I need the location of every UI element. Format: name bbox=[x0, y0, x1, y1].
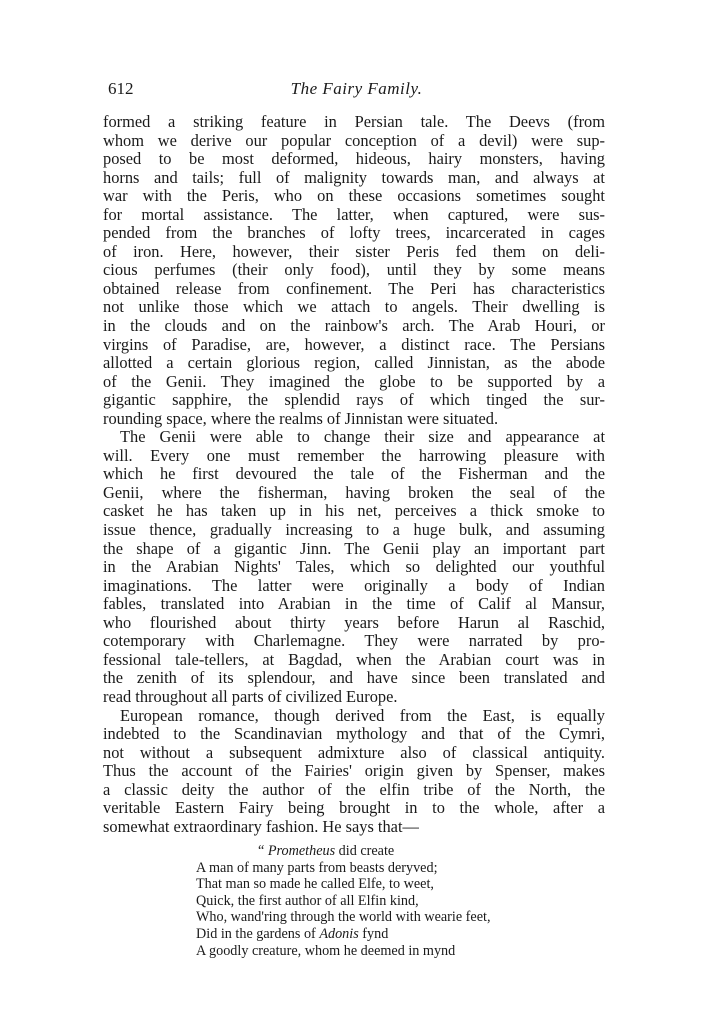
text-line: posed to be most deformed, hideous, hairy monsters, having bbox=[103, 149, 605, 169]
text-line: war with the Peris, who on these occasions sometimes sought bbox=[103, 186, 605, 206]
text-line: formed a striking feature in Persian tale. The Deevs (from bbox=[103, 112, 605, 131]
verse-quotation bbox=[196, 843, 556, 959]
body-text bbox=[103, 113, 605, 836]
text-line: cious perfumes (their only food), until they by some means bbox=[103, 260, 605, 280]
text-line: in the Arabian Nights' Tales, which so delighted our youthful bbox=[103, 557, 605, 577]
verse-text: fynd bbox=[358, 925, 389, 942]
verse-name-adonis: Adonis bbox=[319, 925, 359, 942]
paragraph-deevs-peris bbox=[103, 113, 605, 428]
text-line: which he first devoured the tale of the Fisherman and the bbox=[103, 464, 605, 484]
page-header bbox=[108, 79, 605, 101]
text-line: casket he has taken up in his net, perceives a thick smoke to bbox=[103, 501, 605, 521]
text-line: Genii, where the fisherman, having broken the seal of the bbox=[103, 482, 605, 502]
text-line: cotemporary with Charlemagne. They were narrated by pro- bbox=[103, 631, 605, 651]
text-line: of iron. Here, however, their sister Peris fed them on deli- bbox=[103, 241, 605, 261]
text-line: virgins of Paradise, are, however, a distinct race. The Persians bbox=[103, 334, 605, 354]
text-line: obtained release from confinement. The Peri has characteristics bbox=[103, 278, 605, 298]
text-line: European romance, though derived from the East, is equally bbox=[120, 705, 605, 725]
page-number: 612 bbox=[108, 79, 134, 98]
text-line: issue thence, gradually increasing to a huge bulk, and assuming bbox=[103, 520, 605, 540]
verse-text: did create bbox=[335, 843, 395, 859]
text-line: not unlike those which we attach to angels. Their dwelling is bbox=[103, 297, 605, 317]
text-line: Thus the account of the Fairies' origin given by Spenser, makes bbox=[103, 761, 605, 781]
open-quote: “ bbox=[258, 843, 268, 859]
text-line: whom we derive our popular conception of a devil) were sup- bbox=[103, 130, 605, 150]
text-line: fables, translated into Arabian in the time of Calif al Mansur, bbox=[103, 594, 605, 614]
text-line: a classic deity the author of the elfin tribe of the North, the bbox=[103, 779, 605, 799]
text-line: horns and tails; full of malignity towards man, and always at bbox=[103, 167, 605, 187]
text-line: will. Every one must remember the harrowing pleasure with bbox=[103, 445, 605, 465]
text-line: not without a subsequent admixture also of classical antiquity. bbox=[103, 742, 605, 762]
text-line: the shape of a gigantic Jinn. The Genii play an important part bbox=[103, 538, 605, 558]
verse-line bbox=[196, 843, 556, 860]
text-line: for mortal assistance. The latter, when captured, were sus- bbox=[103, 204, 605, 224]
text-line: gigantic sapphire, the splendid rays of which tinged the sur- bbox=[103, 390, 605, 410]
text-line: allotted a certain glorious region, called Jinnistan, as the abode bbox=[103, 353, 605, 373]
verse-name-prometheus: Prometheus bbox=[267, 843, 336, 859]
text-line: The Genii were able to change their size and appearance at bbox=[120, 427, 605, 447]
verse-line: Who, wand'ring through the world with wearie feet, bbox=[196, 909, 491, 926]
text-line: imaginations. The latter were originally a body of Indian bbox=[103, 575, 605, 595]
text-line: of the Genii. They imagined the globe to be supported by a bbox=[103, 371, 605, 391]
verse-line bbox=[196, 926, 556, 943]
verse-line: Quick, the first author of all Elfin kind, bbox=[196, 892, 419, 909]
text-line: the zenith of its splendour, and have since been translated and bbox=[103, 668, 605, 688]
text-line: rounding space, where the realms of Jinnistan were situated. bbox=[103, 408, 499, 428]
verse-line: A man of many parts from beasts deryved; bbox=[196, 859, 438, 876]
paragraph-genii bbox=[103, 428, 605, 706]
text-line: veritable Eastern Fairy being brought in to the whole, after a bbox=[103, 798, 605, 818]
text-line: fessional tale-tellers, at Bagdad, when the Arabian court was in bbox=[103, 649, 605, 669]
paragraph-european-romance bbox=[103, 707, 605, 837]
verse-line: That man so made he called Elfe, to weet, bbox=[196, 876, 434, 893]
text-line: indebted to the Scandinavian mythology and that of the Cymri, bbox=[103, 724, 605, 744]
text-line: somewhat extraordinary fashion. He says that— bbox=[103, 816, 419, 836]
text-line: who flourished about thirty years before Harun al Raschid, bbox=[103, 612, 605, 632]
text-line: in the clouds and on the rainbow's arch. The Arab Houri, or bbox=[103, 316, 605, 336]
text-line: read throughout all parts of civilized Europe. bbox=[103, 686, 398, 706]
text-line: pended from the branches of lofty trees, incarcerated in cages bbox=[103, 223, 605, 243]
verse-line: A goodly creature, whom he deemed in mynd bbox=[196, 942, 456, 959]
running-title: The Fairy Family. bbox=[290, 79, 423, 98]
verse-text: Did in the gardens of bbox=[196, 925, 320, 942]
